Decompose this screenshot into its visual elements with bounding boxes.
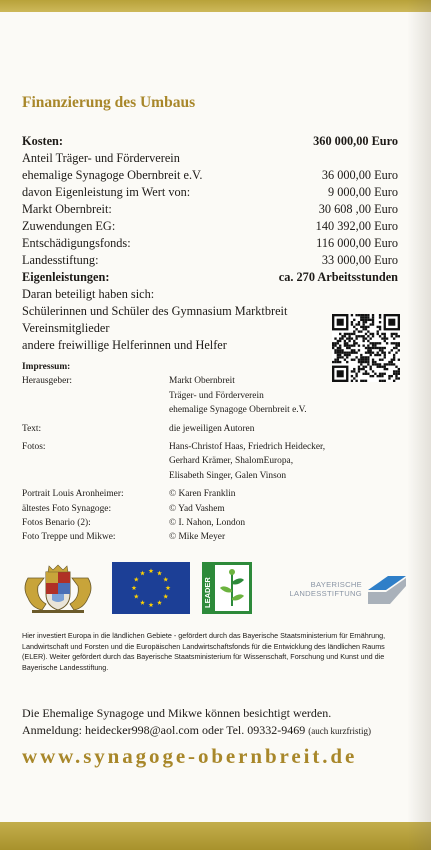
fotos-label: Fotos: (22, 442, 46, 453)
visit-info (22, 705, 371, 740)
leader-logo-icon (202, 562, 252, 614)
fotos-line: Elisabeth Singer, Galen Vinson (169, 470, 287, 481)
credit-label: ältestes Foto Synagoge: (22, 503, 112, 514)
credit-label: Foto Treppe und Mikwe: (22, 532, 116, 543)
finance-row (22, 150, 398, 167)
finance-label: ehemalige Synagoge Obernbreit e.V. (22, 168, 203, 182)
text-value: die jeweiligen Autoren (169, 423, 255, 434)
finance-label: Kosten: (22, 134, 63, 148)
finance-value: 33 000,00 Euro (321, 253, 398, 267)
finance-label: davon Eigenleistung im Wert von: (22, 185, 191, 199)
funding-notice: Hier investiert Europa in die ländlichen Gebiete - gefördert durch das Bayerische Staatsministerium für Ernährung, Landwirtschaft und Forsten und die Europäischen Landwirtschaftsfonds für die Entwicklung des ländlichen Raums (ELER). Weiter gefördert durch das Bayerische Staatsministerium für Wissenschaft, Forschung und Kunst und die Bayerische Landesstiftung. (22, 631, 386, 672)
text-label: Text: (22, 423, 42, 434)
herausgeber-line: ehemalige Synagoge Obernbreit e.V. (169, 405, 307, 416)
finance-row (22, 133, 398, 150)
finance-row (22, 252, 398, 269)
credit-label: Fotos Benario (2): (22, 518, 91, 529)
finance-label: Anteil Träger- und Förderverein (22, 151, 180, 165)
qr-code-icon[interactable] (332, 314, 400, 382)
finance-value: 30 608 ,00 Euro (318, 202, 398, 216)
finance-row (22, 201, 398, 218)
herausgeber-line: Träger- und Förderverein (169, 390, 264, 401)
credit-value: © I. Nahon, London (169, 518, 246, 529)
finance-label: Zuwendungen EG: (22, 219, 116, 233)
herausgeber-line: Markt Obernbreit (169, 376, 235, 387)
svg-text:LEADER: LEADER (203, 577, 212, 608)
finance-label: Entschädigungsfonds: (22, 236, 131, 250)
herausgeber-label: Herausgeber: (22, 376, 72, 387)
credit-value: © Karen Franklin (169, 489, 236, 500)
finance-label: Markt Obernbreit: (22, 202, 112, 216)
bayerische-landesstiftung-logo (266, 572, 406, 610)
finance-value: 140 392,00 Euro (315, 219, 398, 233)
bavarian-coat-of-arms-icon (18, 564, 98, 614)
section-title: Finanzierung des Umbaus (22, 94, 196, 111)
credit-value: © Mike Meyer (169, 532, 226, 543)
website-link[interactable]: www.synagoge-obernbreit.de (22, 744, 358, 768)
contact-line[interactable]: Anmeldung: heidecker998@aol.com oder Tel. 09332-9469 (22, 723, 306, 737)
finance-value: 116 000,00 Euro (316, 236, 398, 250)
finance-row (22, 235, 398, 252)
credit-value: © Yad Vashem (169, 503, 225, 514)
top-gold-band (0, 0, 431, 12)
fotos-line: Hans-Christof Haas, Friedrich Heidecker, (169, 442, 326, 453)
bls-line: BAYERISCHE (310, 580, 362, 589)
impressum (22, 360, 325, 545)
finance-row (22, 286, 398, 303)
credit-label: Portrait Louis Aronheimer: (22, 489, 124, 500)
flyer-page (0, 12, 431, 822)
finance-row (22, 269, 398, 286)
landesstiftung-icon (364, 574, 406, 606)
eu-flag-icon (112, 562, 190, 614)
finance-value: ca. 270 Arbeitsstunden (278, 270, 398, 284)
finance-row (22, 167, 398, 184)
finance-label: andere freiwillige Helferinnen und Helfer (22, 338, 227, 352)
finance-label: Schülerinnen und Schüler des Gymnasium Marktbreit (22, 304, 288, 318)
finance-label: Vereinsmitglieder (22, 321, 110, 335)
contact-note: (auch kurzfristig) (308, 726, 371, 736)
finance-label: Eigenleistungen: (22, 270, 110, 284)
page-edge-shadow (407, 0, 431, 850)
fotos-line: Gerhard Krämer, ShalomEuropa, (169, 456, 294, 467)
sponsor-logos (18, 564, 408, 616)
impressum-title: Impressum: (22, 362, 71, 372)
finance-value: 36 000,00 Euro (321, 168, 398, 182)
finance-row (22, 184, 398, 201)
finance-value: 360 000,00 Euro (313, 134, 398, 148)
bls-line: LANDESSTIFTUNG (289, 589, 362, 598)
finance-label: Landesstiftung: (22, 253, 99, 267)
finance-row (22, 218, 398, 235)
visit-line: Die Ehemalige Synagoge und Mikwe können besichtigt werden. (22, 706, 332, 720)
finance-label: Daran beteiligt haben sich: (22, 287, 155, 301)
bottom-gold-band (0, 822, 431, 850)
finance-value: 9 000,00 Euro (327, 185, 398, 199)
